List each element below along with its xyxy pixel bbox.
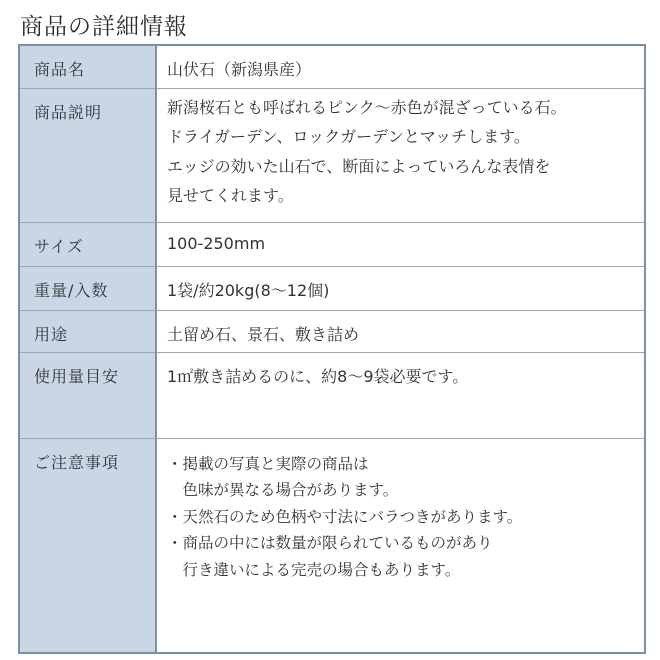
- row-value-notes: [156, 438, 645, 653]
- table-row: [19, 222, 645, 266]
- row-value-desc: [156, 88, 645, 222]
- row-label-use: 用途: [19, 310, 156, 352]
- row-label-desc: 商品説明: [19, 88, 156, 222]
- table-row: [19, 438, 645, 653]
- table-row: [19, 88, 645, 222]
- desc-line: エッジの効いた山石で、断面によっていろんな表情を: [167, 156, 551, 176]
- row-label-size: サイズ: [19, 222, 156, 266]
- notes-line: ・天然石のため色柄や寸法にバラつきがあります。: [167, 507, 523, 526]
- page-title: 商品の詳細情報: [20, 14, 188, 40]
- desc-line: 新潟桜石とも呼ばれるピンク～赤色が混ざっている石。: [167, 97, 567, 117]
- notes-line: 行き違いによる完売の場合もあります。: [167, 560, 461, 579]
- row-value-name: 山伏石（新潟県産）: [156, 45, 645, 88]
- row-label-name: 商品名: [19, 45, 156, 88]
- row-value-guide: 1㎡敷き詰めるのに、約8～9袋必要です。: [156, 352, 645, 438]
- row-value-use: 土留め石、景石、敷き詰め: [156, 310, 645, 352]
- row-label-weight: 重量/入数: [19, 266, 156, 310]
- table-row: [19, 266, 645, 310]
- row-value-size: 100-250mm: [156, 222, 645, 266]
- notes-line: ・商品の中には数量が限られているものがあり: [167, 534, 493, 552]
- table-row: [19, 352, 645, 438]
- table-row: [19, 45, 645, 88]
- notes-line: ・掲載の写真と実際の商品は: [167, 454, 369, 473]
- desc-line: 見せてくれます。: [167, 186, 294, 205]
- desc-line: ドライガーデン、ロックガーデンとマッチします。: [167, 127, 530, 146]
- row-label-guide: 使用量目安: [19, 352, 156, 438]
- row-value-weight: 1袋/約20kg(8～12個): [156, 266, 645, 310]
- row-label-notes: ご注意事項: [19, 438, 156, 653]
- notes-line: 色味が異なる場合があります。: [167, 481, 399, 499]
- product-details-table: [18, 44, 646, 654]
- table-row: [19, 310, 645, 352]
